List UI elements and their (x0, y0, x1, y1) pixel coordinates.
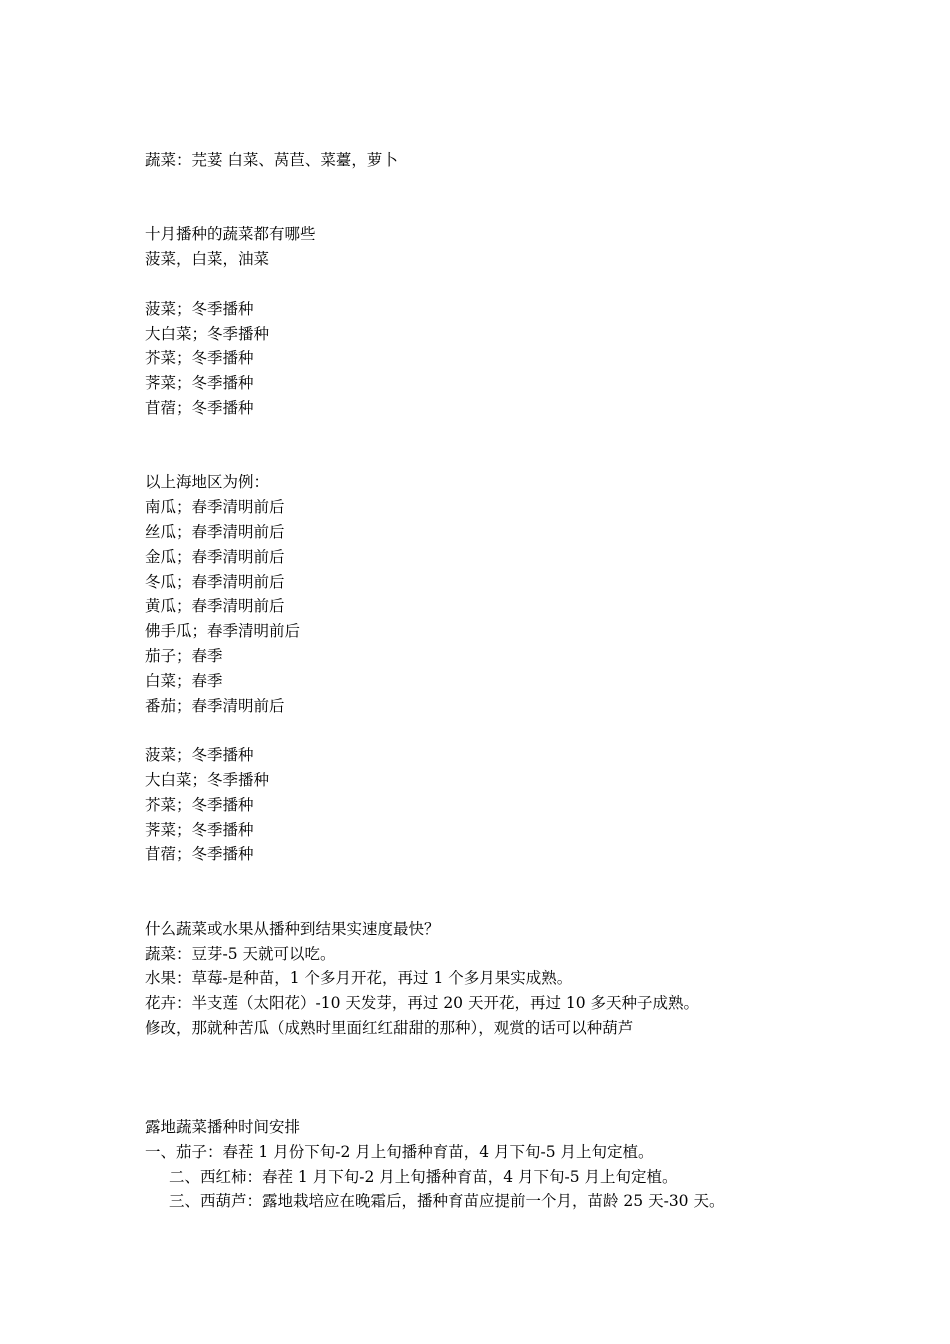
list-item: 南瓜；春季清明前后 (145, 498, 285, 517)
answer-line: 修改，那就种苦瓜（成熟时里面红红甜甜的那种），观赏的话可以种葫芦 (145, 1018, 634, 1037)
list-item: 茄子；春季 (145, 646, 223, 665)
schedule-item-eggplant: 一、茄子：春茬 1 月份下旬-2 月上旬播种育苗，4 月下旬-5 月上旬定植。 (145, 1142, 654, 1161)
list-item: 菠菜；冬季播种 (145, 746, 254, 765)
spacer (145, 1041, 845, 1115)
list-item: 苜蓿；冬季播种 (145, 845, 254, 864)
spacer (145, 421, 845, 471)
answer-line: 水果：草莓-是种苗，1 个多月开花，再过 1 个多月果实成熟。 (145, 969, 573, 988)
list-item: 番茄；春季清明前后 (145, 696, 285, 715)
list-item: 菠菜；冬季播种 (145, 299, 254, 318)
schedule-item-tomato: 二、西红柿：春茬 1 月下旬-2 月上旬播种育苗，4 月下旬-5 月上旬定植。 (169, 1167, 678, 1186)
list-item: 佛手瓜；春季清明前后 (145, 622, 301, 641)
list-item: 荠菜；冬季播种 (145, 374, 254, 393)
october-sowing-question: 十月播种的蔬菜都有哪些 (145, 225, 316, 244)
schedule-item-zucchini: 三、西葫芦：露地栽培应在晚霜后，播种育苗应提前一个月，苗龄 25 天-30 天。 (169, 1192, 725, 1211)
document-page (145, 148, 845, 1214)
list-item: 大白菜；冬季播种 (145, 324, 270, 343)
list-item: 白菜；春季 (145, 671, 223, 690)
list-item: 荠菜；冬季播种 (145, 820, 254, 839)
list-item: 冬瓜；春季清明前后 (145, 572, 285, 591)
list-item: 苜蓿；冬季播种 (145, 398, 254, 417)
answer-line: 花卉：半支莲（太阳花）-10 天发芽，再过 20 天开花，再过 10 多天种子成熟。 (145, 994, 700, 1013)
list-item: 芥菜；冬季播种 (145, 349, 254, 368)
shanghai-example-heading: 以上海地区为例： (145, 473, 270, 492)
vegetable-list-line: 蔬菜：芫荽 白菜、莴苣、菜薹，萝卜 (145, 151, 398, 169)
list-item: 金瓜；春季清明前后 (145, 547, 285, 566)
spacer (145, 718, 845, 743)
october-sowing-answer: 菠菜，白菜，油菜 (145, 250, 270, 269)
outdoor-sowing-heading: 露地蔬菜播种时间安排 (145, 1118, 301, 1137)
list-item: 芥菜；冬季播种 (145, 795, 254, 814)
list-item: 丝瓜；春季清明前后 (145, 522, 285, 541)
spacer (145, 272, 845, 297)
answer-line: 蔬菜：豆芽-5 天就可以吃。 (145, 944, 336, 963)
fastest-growth-question: 什么蔬菜或水果从播种到结果实速度最快？ (145, 919, 440, 938)
list-item: 大白菜；冬季播种 (145, 770, 270, 789)
spacer (145, 867, 845, 917)
spacer (145, 173, 845, 223)
list-item: 黄瓜；春季清明前后 (145, 597, 285, 616)
